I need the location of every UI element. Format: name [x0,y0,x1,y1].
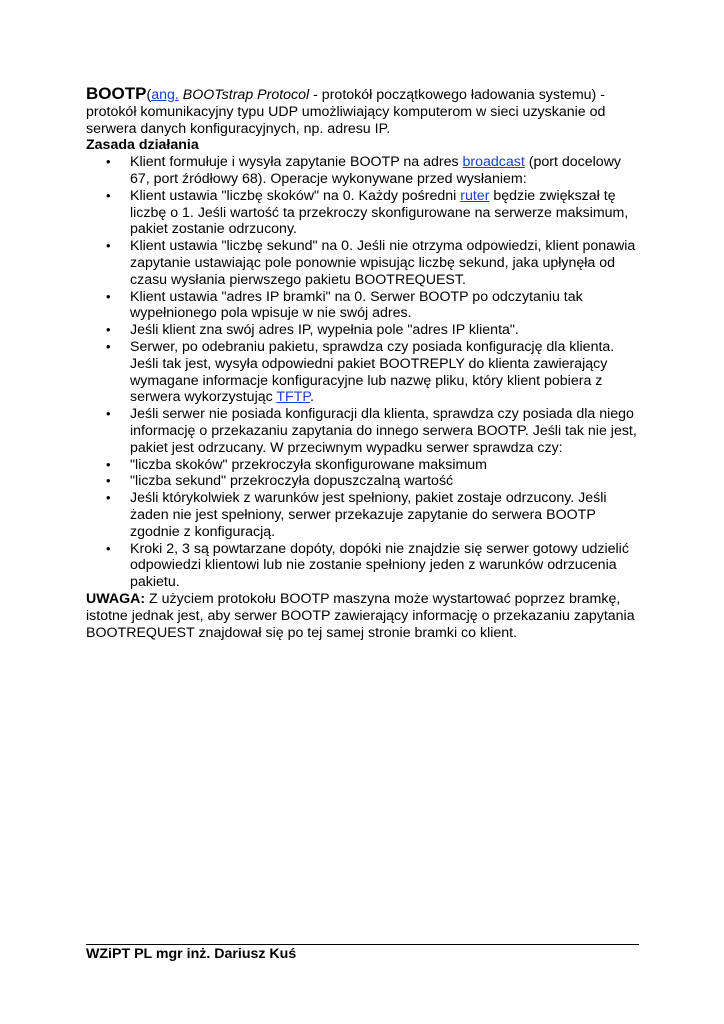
english-name: BOOTstrap Protocol [182,87,310,103]
bullet-icon: • [106,154,111,170]
term-bootp: BOOTP [86,84,147,103]
list-item [106,490,642,540]
bullet-icon: • [106,456,111,472]
step-text-after: . [310,389,314,406]
list-item [106,540,642,591]
list-item [106,288,642,323]
bullet-icon: • [106,490,111,506]
warning-label: UWAGA: [86,590,146,607]
steps-list [86,154,642,591]
step-text: Jeśli klient zna swój adres IP, wypełnia pole "adres IP klienta". [130,322,519,339]
bullet-icon: • [106,187,111,203]
document-body [86,86,642,641]
bullet-icon: • [106,473,111,489]
step-text-after: będzie zwiększał tę liczbę o 1. Jeśli wartość ta przekroczy skonfigurowane na serwerze maksimum, pakiet zostanie odrzucony. [130,187,629,238]
bullet-icon: • [106,540,111,556]
ruter-link[interactable]: ruter [460,187,490,204]
step-text: Kroki 2, 3 są powtarzane dopóty, dopóki nie znajdzie się serwer gotowy udzielić odpowiedzi klientowi lub nie zostanie spełniony jeden z warunków odrzucenia pakietu. [130,540,629,591]
list-item [106,338,642,406]
step-text: "liczba skoków" przekroczyła skonfigurowane maksimum [130,456,488,473]
bullet-icon: • [106,288,111,304]
step-text-before: Klient formułuje i wysyła zapytanie BOOTP na adres [130,154,463,171]
lang-link[interactable]: ang. [151,87,179,103]
section-heading: Zasada działania [86,137,199,154]
intro-paragraph [86,86,642,137]
step-text: "liczba sekund" przekroczyła dopuszczalną wartość [130,473,454,490]
bullet-icon: • [106,406,111,422]
step-text-before: Serwer, po odebraniu pakietu, sprawdza czy posiada konfigurację dla klienta. Jeśli tak jest, wysyła odpowiedni pakiet BOOTREPLY do klienta zawierający wymagane informacje konfiguracyjne lub nazwę pliku, który klient pobiera z serwera wykorzystując [130,338,615,406]
bullet-icon: • [106,338,111,354]
intro-definition: - protokół początkowego ładowania systemu) - protokół komunikacyjny typu UDP umożliwiający komputerom w sieci uzyskanie od serwera danych konfiguracyjnych, np. adresu IP. [86,87,606,137]
step-text: Jeśli którykolwiek z warunków jest spełniony, pakiet zostaje odrzucony. Jeśli żaden nie jest spełniony, serwer przekazuje zapytanie do serwera BOOTP zgodnie z konfiguracją. [130,490,607,540]
warning-text: Z użyciem protokołu BOOTP maszyna może wystartować poprzez bramkę, istotne jednak jest, aby serwer BOOTP zawierający informację o przekazaniu zapytania BOOTREQUEST znajdował się po tej samej stronie bramki co klient. [86,590,635,641]
list-item [106,238,642,288]
list-item [106,406,642,456]
warning-note [86,591,642,641]
list-item [106,187,642,238]
page-footer: WZiPT PL mgr inż. Dariusz Kuś [86,946,297,962]
bullet-icon: • [106,322,111,338]
footer-divider [86,944,639,945]
step-text: Jeśli serwer nie posiada konfiguracji dla klienta, sprawdza czy posiada dla niego informację o przekazaniu zapytania do innego serwera BOOTP. Jeśli tak nie jest, pakiet jest odrzucany. W przeciwnym wypadku serwer sprawdza czy: [130,406,637,456]
list-item [106,456,642,474]
list-item [106,154,642,188]
bullet-icon: • [106,238,111,254]
paren-open: ( [146,87,152,103]
step-text-after: (port docelowy 67, port źródłowy 68). Operacje wykonywane przed wysłaniem: [130,154,622,187]
step-text-before: Klient ustawia "liczbę skoków" na 0. Każdy pośredni [130,187,461,204]
step-text: Klient ustawia "liczbę sekund" na 0. Jeśli nie otrzyma odpowiedzi, klient ponawia zapytanie ustawiając pole ponownie wpisując liczbę sekund, jaka upłynęła od czasu wysłania pierwszego pakietu BOOTREQUEST. [130,238,636,288]
step-text: Klient ustawia "adres IP bramki" na 0. Serwer BOOTP po odczytaniu tak wypełnionego pola wpisuje w nie swój adres. [130,288,583,322]
tftp-link[interactable]: TFTP [276,389,311,406]
broadcast-link[interactable]: broadcast [462,154,525,171]
list-item [106,473,642,490]
list-item [106,322,642,339]
